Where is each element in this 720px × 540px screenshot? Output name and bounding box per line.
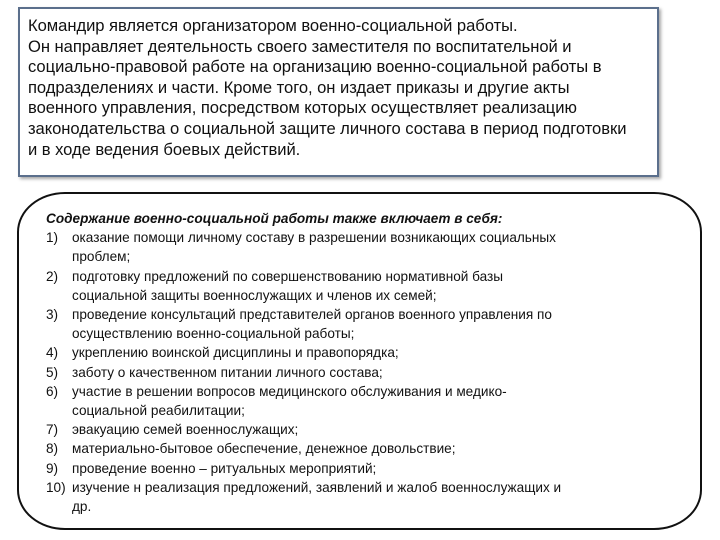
list-item-text: эвакуацию семей военнослужащих; [72, 422, 299, 438]
list-item-text: материально-бытовое обеспечение, денежное довольствие; [72, 441, 456, 457]
list-item [46, 267, 690, 305]
list-item-text: проведение военно – ритуальных мероприятий; [72, 460, 377, 476]
content-list [46, 228, 690, 516]
list-item-text: участие в решении вопросов медицинского обслуживания и медико- социальной реабилитации; [72, 383, 507, 419]
list-item-number: 2) [46, 268, 59, 284]
list-item [46, 382, 690, 420]
list-item-text: проведение консультаций представителей органов военного управления по осуществлению военно-социальной работы; [72, 307, 552, 342]
list-item [46, 420, 690, 439]
content-heading: Содержание военно-социальной работы также включает в себя: [46, 211, 503, 226]
list-item-number: 9) [46, 460, 59, 476]
list-item [46, 459, 690, 478]
social-work-content-box [17, 192, 702, 530]
list-item-text: оказание помощи личному составу в разрешении возникающих социальных проблем; [72, 230, 556, 265]
list-item-number: 1) [46, 230, 59, 246]
list-item-number: 6) [46, 383, 59, 399]
list-item [46, 478, 690, 516]
commander-role-box [18, 7, 659, 177]
commander-role-text: Командир является организатором военно-социальной работы. Он направляет деятельность своего заместителя по воспитательной и социально-правовой работе на организацию военно-социальной работы в подразделениях и части. Кроме того, он издает приказы и другие акты военного управления, посредством которых осуществляет реализацию законодательства о социальной защите личного состава в период подготовки и в ходе ведения боевых действий. [28, 16, 627, 159]
list-item [46, 228, 690, 266]
list-item-text: укреплению воинской дисциплины и правопорядка; [72, 345, 399, 361]
list-item-text: изучение н реализация предложений, заявлений и жалоб военнослужащих и др. [72, 479, 562, 515]
list-item-number: 5) [46, 364, 59, 380]
list-item [46, 363, 690, 382]
list-item-text: заботу о качественном питании личного состава; [72, 364, 383, 380]
list-item-number: 3) [46, 307, 59, 323]
list-item-text: подготовку предложений по совершенствованию нормативной базы социальной защиты военнослужащих и членов их семей; [72, 268, 504, 303]
list-item-number: 4) [46, 345, 59, 361]
list-item-number: 8) [46, 441, 59, 457]
list-item [46, 439, 690, 458]
list-item [46, 343, 690, 362]
list-item-number: 7) [46, 422, 59, 438]
list-item [46, 305, 690, 343]
list-item-number: 10) [46, 479, 66, 495]
